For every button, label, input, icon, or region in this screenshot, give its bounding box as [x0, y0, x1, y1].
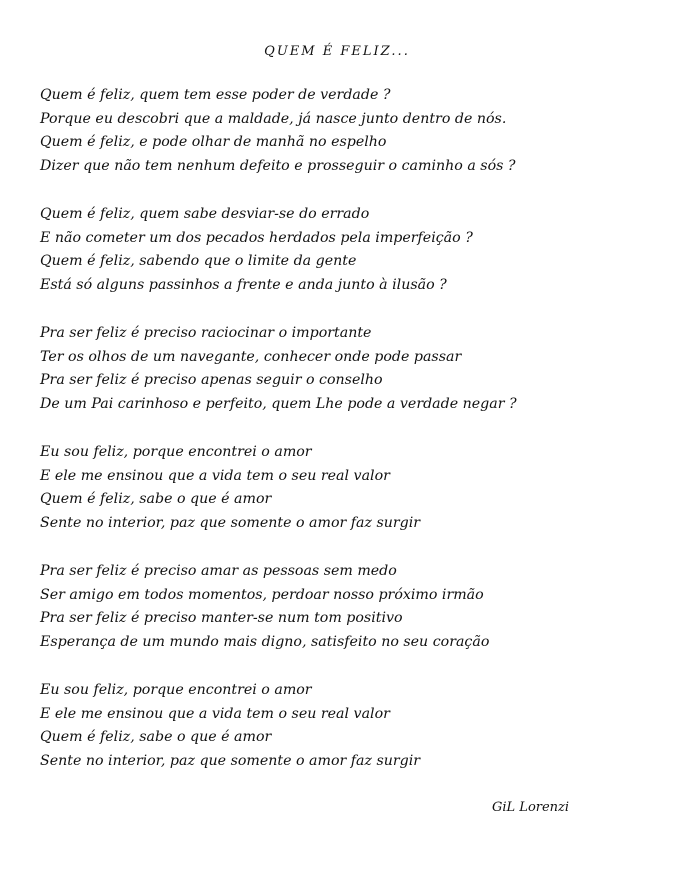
poem-line: Quem é feliz, sabendo que o limite da gente: [40, 253, 357, 269]
poem-line: Esperança de um mundo mais digno, satisfeito no seu coração: [40, 633, 490, 650]
poem-line: De um Pai carinhoso e perfeito, quem Lhe pode a verdade negar ?: [40, 395, 517, 412]
poem-line: E ele me ensinou que a vida tem o seu real valor: [40, 705, 390, 722]
poem-line: Pra ser feliz é preciso amar as pessoas sem medo: [40, 563, 397, 579]
stanza: [40, 322, 660, 416]
author-signature: GiL Lorenzi: [492, 800, 570, 815]
poem-line: Porque eu descobri que a maldade, já nasce junto dentro de nós.: [40, 110, 507, 127]
poem-line: Está só alguns passinhos a frente e anda junto à ilusão ?: [40, 276, 447, 293]
poem-line: Sente no interior, paz que somente o amor faz surgir: [40, 514, 421, 531]
poem-line: Pra ser feliz é preciso raciocinar o importante: [40, 325, 372, 341]
poem-line: E não cometer um dos pecados herdados pela imperfeição ?: [40, 229, 473, 246]
poem-line: Quem é feliz, quem sabe desviar-se do errado: [40, 206, 370, 222]
poem-body: [40, 84, 660, 798]
stanza: [40, 441, 660, 535]
poem-line: Quem é feliz, e pode olhar de manhã no espelho: [40, 134, 387, 150]
poem-line: Sente no interior, paz que somente o amor faz surgir: [40, 752, 421, 769]
poem-line: Ser amigo em todos momentos, perdoar nosso próximo irmão: [40, 586, 484, 603]
poem-line: Quem é feliz, sabe o que é amor: [40, 491, 272, 507]
poem-line: Ter os olhos de um navegante, conhecer onde pode passar: [40, 348, 462, 365]
poem-line: Dizer que não tem nenhum defeito e prosseguir o caminho a sós ?: [40, 157, 516, 174]
stanza: [40, 203, 660, 297]
poem-line: Eu sou feliz, porque encontrei o amor: [40, 444, 312, 460]
poem-line: E ele me ensinou que a vida tem o seu real valor: [40, 467, 390, 484]
stanza: [40, 84, 660, 178]
poem-line: Eu sou feliz, porque encontrei o amor: [40, 682, 312, 698]
stanza: [40, 560, 660, 654]
poem-line: Quem é feliz, sabe o que é amor: [40, 729, 272, 745]
poem-line: Pra ser feliz é preciso apenas seguir o conselho: [40, 372, 383, 388]
poem-line: Quem é feliz, quem tem esse poder de verdade ?: [40, 87, 391, 103]
stanza: [40, 679, 660, 773]
poem-line: Pra ser feliz é preciso manter-se num tom positivo: [40, 610, 403, 626]
poem-title: QUEM É FELIZ...: [264, 44, 410, 59]
